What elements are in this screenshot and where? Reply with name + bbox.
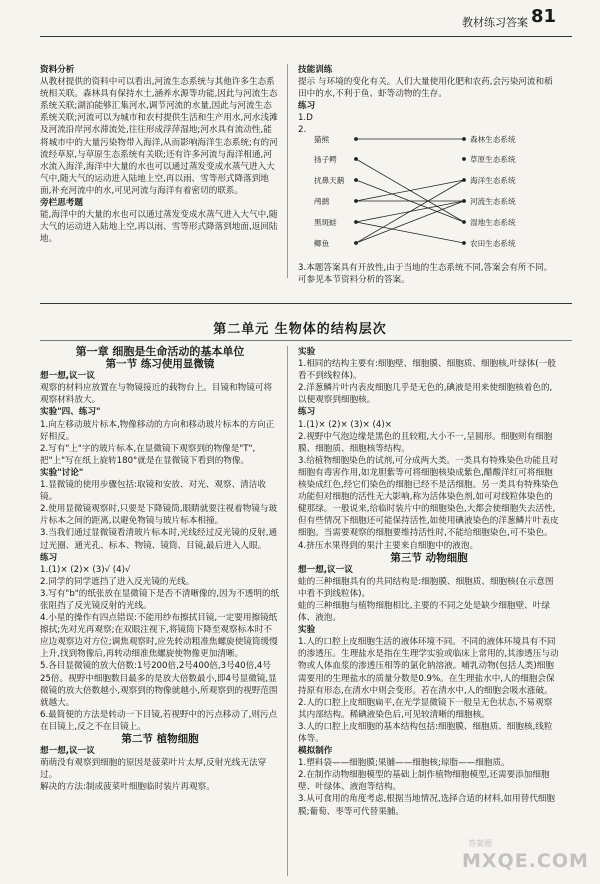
match-dot <box>355 158 358 161</box>
match-dot <box>463 179 466 182</box>
ecosystem-label: 森林生态系统 <box>470 135 516 144</box>
animal-label: 鸬鹚 <box>314 197 330 206</box>
animal-label: 扬子鳄 <box>314 155 337 164</box>
paragraph: 2.在制作动物细胞模型的基础上制作植物细胞模型,还需要添加细胞壁、叶绿体、液泡等结构。 <box>298 770 550 793</box>
heading-experiment: 实验 <box>298 625 316 636</box>
site-watermark <box>462 838 589 874</box>
unit-rule-bottom <box>40 340 572 341</box>
skill-tip-text: 提示 与环境的变化有关。人们大量使用化肥和农药,会污染河流和稻田中的水,不利于鱼、虾等动物的生存。 <box>298 77 553 100</box>
match-dot <box>463 158 466 161</box>
paragraph: 2.视野中气泡边缘是黑色的且较粗,大小不一,呈圆形。细胞则有细胞膜、细胞质、细胞核等结构。 <box>298 431 553 454</box>
answer-q2: 2. <box>298 125 307 136</box>
page-number: 81 <box>530 6 556 27</box>
material-analysis-text: 从教材提供的资料中可以看出,河流生态系统与其他许多生态系统相关联。森林具有保持水土,涵养水源等功能,因此与河流生态系统关联;湖泊能够汇集河水,调节河流的水量,因此与河流生态系统关联;河流可以为城市和农村提供生活和生产用水,河水浅滩及河流沿岸河水滞流处,往往形成浮萍湿地;河水具有流动性,能将城市中的大量污染物带入海洋,从而影响海洋生态系统;有的河流经草原,与草原生态系统有关联;还有许多河流与海洋相通,河水流入海洋,海洋中大量的水也可以通过蒸发变成水蒸气进入大气中,随大气的运动进入陆地上空,再以雨、雪等形式降落到地面,补充河流中的水,可见河流与海洋有着密切的联系。 <box>40 77 278 196</box>
paragraph: 2.人的口腔上皮细胞扁平,在光学显微镜下一般呈无色状态,不易观察其内部结构。稀碘液染色后,可见较清晰的细胞核。 <box>298 697 553 720</box>
side-question-text: 能,海洋中的大量的水也可以通过蒸发变成水蒸气进入大气中,随大气的运动进入陆地上空,再以雨、雪等形式降落到地面,返回陆地。 <box>40 210 278 245</box>
match-line <box>356 201 464 243</box>
match-dot <box>355 200 358 203</box>
animal-label: 猫熊 <box>314 135 330 144</box>
paragraph: 1.(1)× (2)× (3)× (4)× <box>298 419 392 430</box>
unit-rule-top <box>40 303 572 304</box>
paragraph: 6.最简便的方法是转动一下目镜,若视野中的污点移动了,则污点在目镜上,反之不在目镜上。 <box>40 709 278 732</box>
heading-material-analysis: 资料分析 <box>40 65 75 75</box>
paragraph: 1.(1)× (2)× (3)√ (4)√ <box>40 564 131 575</box>
heading-think: 想一想,议一议 <box>40 746 95 757</box>
match-dot <box>463 138 466 141</box>
match-dot <box>355 179 358 182</box>
heading-think: 想一想,议一议 <box>298 564 353 575</box>
header-rule <box>40 36 572 37</box>
ecosystem-label: 河流生态系统 <box>470 197 516 206</box>
animal-label: 黑斑蛙 <box>314 218 337 227</box>
ecosystem-label: 农田生态系统 <box>470 239 516 248</box>
paragraph: 蛙的三种细胞与植物细胞相比,主要的不同之处是缺少细胞壁、叶绿体、液泡。 <box>298 600 550 624</box>
paragraph: 3.当我们通过显微镜看清玻片标本时,光线经过反光镜的反射,通过光圈、通光孔、标本、物镜、镜筒、目镜,最后进入人眼。 <box>40 528 278 551</box>
top-right-column <box>298 64 560 136</box>
paragraph: 观察的材料应放置在与物镜接近的载物台上。目镜和物镜可将观察材料放大。 <box>40 383 273 406</box>
match-dot <box>355 242 358 245</box>
watermark-small-text: 答案圈 <box>468 839 492 848</box>
paragraph: 2.使用显微镜观察时,只要是下降镜筒,眼睛就要注视着物镜与玻片标本之间的距离,以避免物镜与玻片标本相撞。 <box>40 504 278 527</box>
column-divider-top <box>287 64 288 278</box>
bottom-right-column <box>298 346 560 876</box>
paragraph: 2.洋葱鳞片叶内表皮细胞几乎是无色的,碘液是用来使细胞核着色的,以便观察到细胞核。 <box>298 383 553 406</box>
matching-lines <box>298 128 560 258</box>
match-dot <box>355 221 358 224</box>
heading-experiment: 实验 <box>298 347 316 357</box>
heading-practice: 练习 <box>40 552 58 563</box>
paragraph: 1.显微镜的使用步骤包括:取镜和安放、对光、观察、清洁收镜。 <box>40 480 266 503</box>
q3-block <box>298 262 560 302</box>
paragraph: 3.人的口腔上皮细胞的基本结构包括:细胞膜、细胞质、细胞核,线粒体等。 <box>298 721 553 744</box>
answer-q1: 1.D <box>298 113 313 124</box>
top-left-column <box>40 64 280 278</box>
bottom-left-column <box>40 346 280 876</box>
page-header <box>0 0 600 36</box>
heading-experiment-practice: 实验"四、练习" <box>40 407 101 418</box>
paragraph: 2.写有"上"字的玻片标本,在显微镜下观察到的物像是"T",把"上"写在纸上旋转180°就是在显微镜下看到的物像。 <box>40 443 256 466</box>
section-title-1: 第一节 练习使用显微镜 <box>105 358 215 371</box>
paragraph: 1.向左移动玻片标本,物像移动的方向和移动玻片标本的方向正好相反。 <box>40 419 275 442</box>
paragraph: 3.给植物细胞染色的试剂,可分成两大类。一类具有特殊染色功能且对细胞有毒害作用,如龙胆紫等可将细胞核染成紫色,醋酸洋红可将细胞核染成红色,经它们染色的细胞已经不是活细胞。另一类具有特殊染色功能但对细胞的活性无大影响,称为活体染色剂,如可对线粒体染色的健那绿。一般说来,给临时装片中的细胞染色,大都会使细胞失去活性,但有些情况下细胞还可能保持活性,如使用碘液染色的洋葱鳞片叶表皮细胞。当需要观察的细胞要维持活性时,不能给细胞染色,可不染色。 <box>298 455 559 539</box>
paragraph: 4.挤压水果得到的果汁主要来自细胞中的液泡。 <box>298 540 479 551</box>
match-dot <box>463 242 466 245</box>
heading-side-question: 旁栏思考题 <box>40 198 83 209</box>
running-title: 教材练习答案 <box>462 16 528 29</box>
chapter-title: 第一章 细胞是生命活动的基本单位 <box>75 345 245 358</box>
paragraph: 5.各目显微镜的放大倍数:1号200倍,2号400倍,3号40倍,4号25倍。视野中细胞数目最多的是放大倍数最小,即4号显微镜,显微镜的放大倍数越小,观察到的物像就越小,所观察到的视野范围就越大。 <box>40 661 278 708</box>
match-dot <box>463 221 466 224</box>
match-dot <box>463 200 466 203</box>
paragraph: 1.人的口腔上皮细胞生活的液体环境不同。不同的液体环境具有不同的渗透压。生理盐水是指在生理学实验或临床上常用的,其渗透压与动物或人体血浆的渗透压相等的氯化钠溶液。哺乳动物(包括人类)细胞需要用的生理盐水的质量分数是0.9%。在生理盐水中,人的细胞会保持原有形态,在清水中则会变形。若在清水中,人的细胞会吸水涨破。 <box>298 637 559 696</box>
heading-practice: 练习 <box>298 407 316 418</box>
paragraph: 解决的方法:制成菠菜叶细胞临时装片再观察。 <box>40 782 215 793</box>
column-divider-bottom <box>287 346 288 876</box>
paragraph: 1.塑料袋——细胞膜;果脯——细胞核;琼脂——细胞质。 <box>298 758 510 769</box>
match-line <box>356 180 464 201</box>
animal-label: 鲫鱼 <box>314 239 330 248</box>
paragraph: 2.同学的同学遮挡了进入反光镜的光线。 <box>40 576 195 587</box>
paragraph: 4.小星的操作有四点错误:不能用纱布擦拭目镜,一定要用擦镜纸擦拭;先对光再观察;在双眼注视下,将镜筒下降至观察标本时不应边观察边对方位;调焦观察时,应先转动粗准焦螺旋使镜筒缓慢上升,找到物像后,再转动细准焦螺旋使物像更加清晰。 <box>40 613 278 660</box>
ecosystem-label: 草原生态系统 <box>470 155 516 164</box>
heading-experiment-discuss: 实验"讨论" <box>40 467 84 478</box>
watermark-text: MXQE.COM <box>462 850 589 872</box>
section-title-3: 第三节 动物细胞 <box>390 551 468 564</box>
match-dot <box>355 138 358 141</box>
heading-think: 想一想,议一议 <box>40 371 95 382</box>
answer-q3: 3.本题答案具有开放性,由于当地的生态系统不同,答案会有所不同。可参见本节资料分析的答案。 <box>298 263 553 286</box>
paragraph: 萌萌没有观察到细胞的原因是菠菜叶片太厚,反射光线无法穿过。 <box>40 758 267 781</box>
ecosystem-label: 海洋生态系统 <box>470 176 516 185</box>
matching-diagram <box>298 128 560 258</box>
ecosystem-label: 湿地生态系统 <box>470 218 516 227</box>
match-line <box>356 222 464 243</box>
unit-title: 第二单元 生物体的结构层次 <box>213 322 387 337</box>
heading-simulation: 模拟制作 <box>298 746 333 757</box>
section-title-2: 第二节 植物细胞 <box>121 733 199 745</box>
heading-skill-training: 技能训练 <box>298 65 333 75</box>
match-line <box>356 180 464 243</box>
paragraph: 蛙的三种细胞具有的共同结构是:细胞膜、细胞质、细胞核(在示意图中看不到线粒体)。 <box>298 576 554 599</box>
paragraph: 3.写有"b"的纸张放在显微镜下是否不清晰像的,因为不透明的纸张阻挡了反光镜反射的光线。 <box>40 588 280 611</box>
heading-practice-top: 练习 <box>298 101 316 112</box>
paragraph: 3.从可食用的角度考虑,根据当地情况,选择合适的材料,如用替代细胞膜;葡萄、枣等可代替果脯。 <box>298 794 556 817</box>
animal-label: 扰鼻天鹅 <box>314 176 345 185</box>
paragraph: 1.相同的结构主要有:细胞壁、细胞膜、细胞质、细胞核,叶绿体(一般看不到线粒体)。 <box>298 359 556 382</box>
